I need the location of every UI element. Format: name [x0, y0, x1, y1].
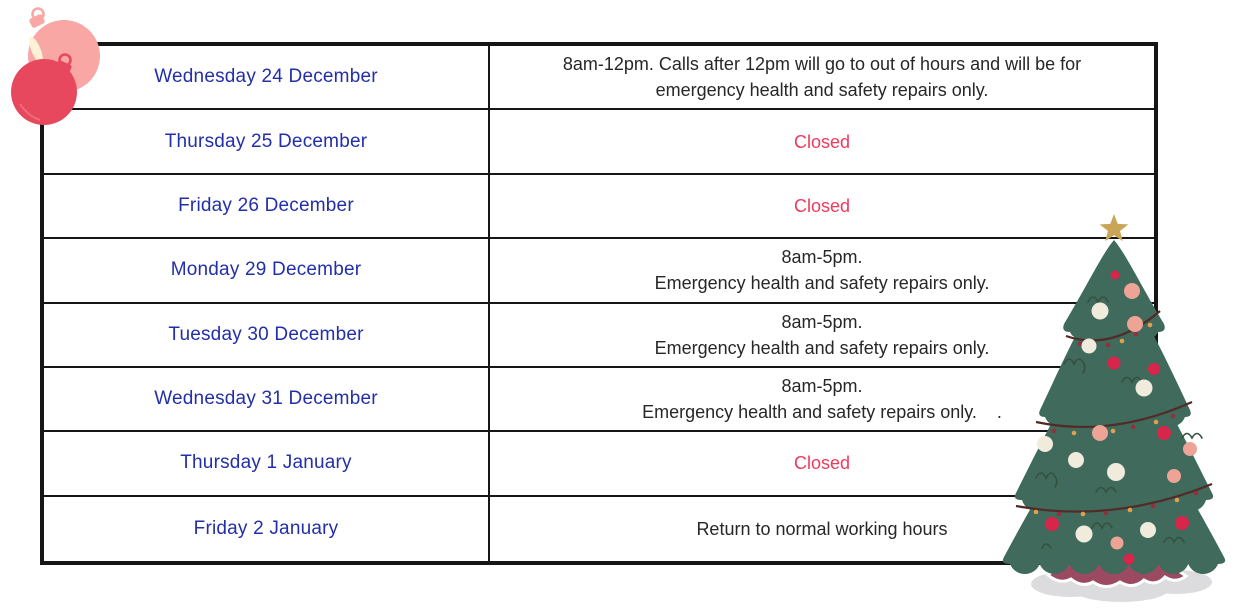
- hours-line: emergency health and safety repairs only.: [655, 80, 989, 101]
- bauble-ornaments-icon: [6, 4, 122, 128]
- table-row: [44, 304, 1154, 368]
- hours-line: Emergency health and safety repairs only.: [654, 273, 990, 294]
- hours-line: Return to normal working hours: [696, 518, 948, 539]
- table-row: [44, 46, 1154, 110]
- hours-line: Closed: [793, 131, 851, 152]
- hours-cell: [490, 110, 1154, 172]
- date-cell: [44, 239, 490, 301]
- date-label: Friday 2 January: [193, 517, 339, 539]
- date-label: Thursday 25 December: [164, 130, 368, 152]
- date-label: Monday 29 December: [170, 259, 362, 281]
- date-label: Thursday 1 January: [180, 452, 352, 474]
- table-row: [44, 432, 1154, 496]
- date-label: Tuesday 30 December: [168, 323, 364, 345]
- hours-line: Closed: [793, 195, 851, 216]
- holiday-hours-table: [40, 42, 1158, 565]
- christmas-tree-icon: [996, 212, 1232, 608]
- hours-line: 8am-5pm.: [781, 247, 863, 268]
- table-row: [44, 497, 1154, 561]
- hours-line: Emergency health and safety repairs only. .: [642, 402, 1002, 423]
- hours-line: 8am-12pm. Calls after 12pm will go to out of hours and will be for: [562, 54, 1082, 75]
- hours-line: Emergency health and safety repairs only.: [654, 337, 990, 358]
- date-cell: [44, 368, 490, 430]
- date-label: Friday 26 December: [178, 194, 354, 216]
- hours-line: Closed: [793, 453, 851, 474]
- table-row: [44, 175, 1154, 239]
- hours-line: 8am-5pm.: [781, 375, 863, 396]
- date-cell: [44, 304, 490, 366]
- star-icon: [1100, 214, 1129, 241]
- date-cell: [44, 432, 490, 494]
- date-cell: [44, 497, 490, 561]
- table-row: [44, 110, 1154, 174]
- date-label: Wednesday 31 December: [154, 388, 378, 410]
- table-row: [44, 239, 1154, 303]
- date-cell: [44, 175, 490, 237]
- table-row: [44, 368, 1154, 432]
- hours-cell: [490, 46, 1154, 108]
- date-label: Wednesday 24 December: [154, 66, 378, 88]
- hours-line: 8am-5pm.: [781, 311, 863, 332]
